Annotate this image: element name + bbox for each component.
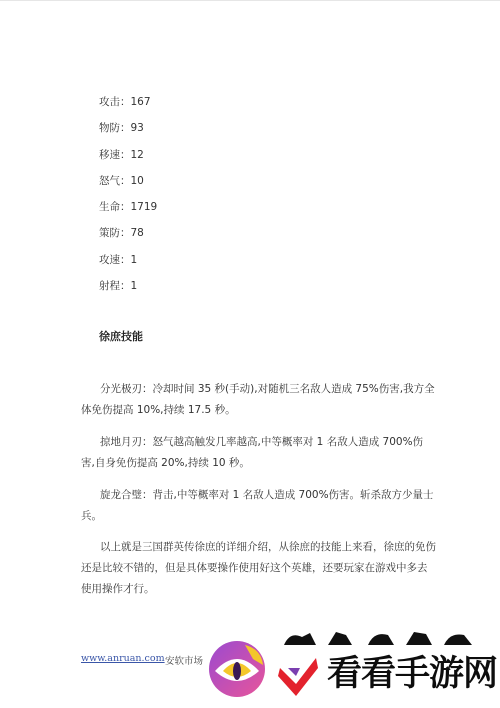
stat-attack-speed: 攻速：1 bbox=[99, 253, 138, 266]
watermark-brush-strokes bbox=[280, 629, 480, 649]
watermark-logo-icon bbox=[205, 637, 269, 701]
footer-site-name: 安软市场 bbox=[165, 656, 204, 667]
stat-range: 射程：1 bbox=[99, 280, 138, 293]
watermark-check-icon bbox=[276, 654, 320, 698]
stat-strategy-defense: 策防：78 bbox=[99, 227, 144, 240]
skills-heading: 徐庶技能 bbox=[99, 330, 143, 343]
stat-rage: 怒气：10 bbox=[99, 174, 144, 187]
skill-paragraph-3: 旋龙合璧：背击,中等概率对 1 名敌人造成 700%伤害。斩杀敌方少量士兵。 bbox=[81, 489, 434, 522]
summary-paragraph: 以上就是三国群英传徐庶的详细介绍，从徐庶的技能上来看，徐庶的免伤还是比较不错的，但是具体要操作使用好这个英雄，还要玩家在游戏中多去使用操作才行。 bbox=[81, 541, 436, 595]
skill-paragraph-1: 分光极刃：冷却时间 35 秒(手动),对随机三名敌人造成 75%伤害,我方全体免伤提高 10%,持续 17.5 秒。 bbox=[81, 383, 435, 416]
watermark-text: 看看手游网 bbox=[327, 653, 498, 694]
stat-attack: 攻击：167 bbox=[99, 96, 151, 108]
hero-stats-list bbox=[99, 94, 157, 304]
stat-hp: 生命：1719 bbox=[99, 201, 158, 214]
footer-site-link[interactable]: www.anruan.com bbox=[81, 653, 165, 664]
stat-physical-defense: 物防：93 bbox=[99, 122, 144, 135]
skill-paragraph-2: 掠地月刃：怒气越高触发几率越高,中等概率对 1 名敌人造成 700%伤害,自身免伤提高 20%,持续 10 秒。 bbox=[81, 436, 424, 469]
stat-move-speed: 移速：12 bbox=[99, 148, 144, 161]
